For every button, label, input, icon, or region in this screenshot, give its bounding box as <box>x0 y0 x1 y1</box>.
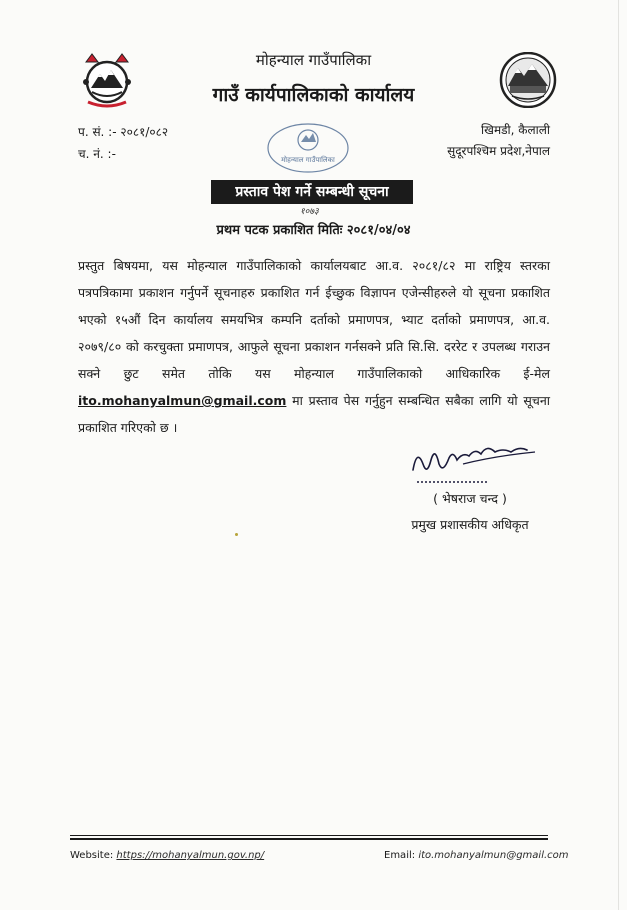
dispatch-number: च. नं. :- <box>78 147 116 161</box>
signature-icon <box>405 430 545 488</box>
reference-number: प. सं. :- २०८१/०८२ <box>78 125 169 139</box>
office-stamp-icon <box>262 118 354 176</box>
footer-email-link[interactable]: ito.mohanyalmun@gmail.com <box>418 850 569 861</box>
address-line-2: सुदूरपश्चिम प्रदेश,नेपाल <box>447 144 550 158</box>
signatory-title: प्रमुख प्रशासकीय अधिकृत <box>411 517 529 532</box>
website-label: Website: <box>70 850 114 861</box>
website-link[interactable]: https://mohanyalmun.gov.np/ <box>116 850 265 861</box>
office-name: गाउँ कार्यपालिकाको कार्यालय <box>212 84 415 106</box>
notice-title: प्रस्ताव पेश गर्ने सम्बन्धी सूचना <box>211 180 413 204</box>
signatory-name: ( भेषराज चन्द ) <box>433 491 507 506</box>
page-edge <box>618 0 619 910</box>
office-address <box>430 120 550 162</box>
footer-website <box>70 850 264 861</box>
municipality-name: मोहन्याल गाउँपालिका <box>255 51 372 69</box>
notice-body <box>78 252 550 441</box>
footer-email <box>384 850 569 861</box>
publish-date: प्रथम पटक प्रकाशित मितिः २०८१/०४/०४ <box>216 223 411 238</box>
footer-divider <box>70 835 548 836</box>
handwritten-number: १०७३ <box>300 207 319 217</box>
email-label: Email: <box>384 850 416 861</box>
stamp-text: मोहन्याल गाउँपालिका <box>281 156 335 164</box>
body-text-before-email: प्रस्तुत बिषयमा, यस मोहन्याल गाउँपालिकाको कार्यालयबाट आ.व. २०८१/८२ मा राष्ट्रिय स्तरका पत्रपत्रिकामा प्रकाशन गर्नुपर्ने सूचनाहरु प्रकाशित गर्न ईच्छुक विज्ञापन एजेन्सीहरुले यो सूचना प्रकाशित भएको १५औं दिन कार्यालय समयभित्र कम्पनि दर्ताको प्रमाणपत्र, भ्याट दर्ताको प्रमाणपत्र, आ.व. २०७९/८० को करचुक्ता प्रमाणपत्र, आफुले सूचना प्रकाशन गर्नसक्ने प्रति सि.सि. दररेट र उपलब्ध गराउन सक्ने छुट समेत तोकि यस मोहन्याल गाउँपालिकाको आधिकारिक ई-मेल <box>78 258 550 381</box>
address-line-1: खिमडी, कैलाली <box>481 123 550 137</box>
paper-speck <box>235 533 238 536</box>
body-text-after-email: मा प्रस्ताव पेस गर्नुहुन सम्बन्धित सबैका लागि यो सूचना प्रकाशित गरिएको छ । <box>78 393 550 435</box>
footer-divider-thick <box>70 838 548 840</box>
body-email-link[interactable]: ito.mohanyalmun@gmail.com <box>78 393 287 408</box>
